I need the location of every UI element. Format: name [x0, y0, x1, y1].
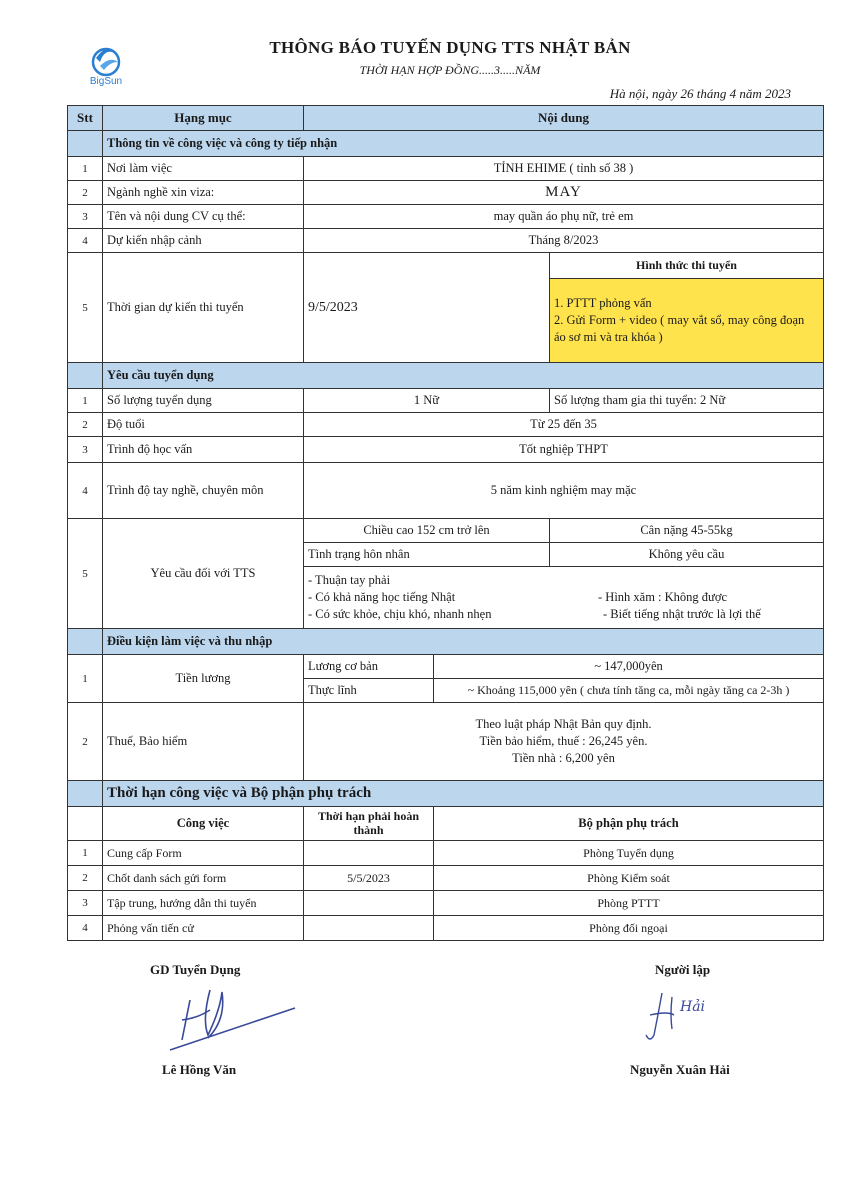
table-row: 1 Số lượng tuyển dụng 1 Nữ Số lượng tham gia thi tuyển: 2 Nữ	[68, 389, 824, 413]
table-row: 5 Yêu cầu đối với TTS Chiều cao 152 cm trở lên Cân nặng 45-55kg	[68, 519, 824, 543]
left-signer-name: Lê Hồng Văn	[162, 1062, 237, 1077]
right-signer-name: Nguyễn Xuân Hải	[630, 1062, 730, 1077]
row-value: Tháng 8/2023	[304, 229, 824, 253]
exam-form-detail: 1. PTTT phỏng vấn 2. Gửi Form + video ( may vắt sổ, may công đoạn áo sơ mi và tra khóa )	[550, 279, 824, 363]
row-value: MAY	[304, 181, 824, 205]
table-row: 3 Tên và nội dung CV cụ thể: may quần áo phụ nữ, trẻ em	[68, 205, 824, 229]
trainee-requirements: - Thuận tay phải - Có khả năng học tiếng Nhật - Hình xăm : Không được - Có sức khỏe, chịu khó, nhanh nhẹn - Biết tiếng nhật trước là lợi thế	[304, 567, 824, 629]
row-label: Nơi làm việc	[103, 157, 304, 181]
contract-term: THỜI HẠN HỢP ĐỒNG.....3.....NĂM	[359, 63, 541, 77]
table-row: 2 Độ tuổi Từ 25 đến 35	[68, 413, 824, 437]
section-title-deadlines: Thời hạn công việc và Bộ phận phụ trách	[103, 781, 824, 807]
table-row: 4 Phỏng vấn tiến cử Phòng đối ngoại	[68, 916, 824, 941]
section-spacer	[68, 363, 103, 389]
table-row: 4 Dự kiến nhập cảnh Tháng 8/2023	[68, 229, 824, 253]
right-signature: Hải	[640, 985, 720, 1045]
table-row: 1 Nơi làm việc TỈNH EHIME ( tỉnh số 38 )	[68, 157, 824, 181]
col-content: Nội dung	[304, 106, 824, 131]
exam-date: 9/5/2023	[304, 253, 550, 363]
table-row: 1 Tiền lương Lương cơ bản ~ 147,000yên	[68, 655, 824, 679]
row-value: TỈNH EHIME ( tỉnh số 38 )	[304, 157, 824, 181]
right-signer-title: Người lập	[655, 962, 711, 977]
row-label: Dự kiến nhập cảnh	[103, 229, 304, 253]
left-signer-title: GD Tuyển Dụng	[150, 962, 241, 977]
row-value: may quần áo phụ nữ, trẻ em	[304, 205, 824, 229]
table-row: 4 Trình độ tay nghề, chuyên môn 5 năm kinh nghiệm may mặc	[68, 463, 824, 519]
table-row: 5 Thời gian dự kiến thi tuyển 9/5/2023 Hình thức thi tuyển	[68, 253, 824, 279]
exam-form-title: Hình thức thi tuyển	[550, 253, 824, 279]
recruitment-table: Stt Hạng mục Nội dung Thông tin về công việc và công ty tiếp nhận 1 Nơi làm việc TỈNH EHIME ( tỉnh số 38 ) 2 Ngành nghề xin viza: MAY 3 Tên và nội dung CV cụ thể: may quần áo phụ nữ, trẻ em 4 Dự kiến nhập cảnh Tháng 8/2023 5 Thời gian dự kiến thi tuyển 9/5/2023 Hình thức thi tuyển 1. PTTT phỏng vấn 2. Gửi Form + video ( may vắt sổ, may công đoạn áo sơ mi và tra khóa ) Yêu cầu tuyển dụng 1 Số lượng tuyển dụng 1 Nữ Số lượng tham gia thi tuyển: 2 Nữ 2 Độ tuổi Từ 25 đến 35 3 Trình độ học vấn Tốt nghiệp THPT 4 Trình độ tay nghề, chuyên môn 5 năm kinh nghiệm may mặc 5 Yêu cầu đối với TTS Chiều cao 152 cm trở lên Cân nặng 45-55kg Tình trạng hôn nhân Không yêu cầu - Thuận tay phải - Có khả năng học tiếng Nhật - Hình xăm : Không được - Có sức khỏe, chịu khó, nhanh nhẹn - Biết tiếng nhật trước là lợi thế Điều kiện làm việc và thu nhập 1 Tiền lương Lương cơ bản ~ 147,000yên Thực lĩnh ~ Khoảng 115,000 yên ( chưa tính tăng ca, mỗi ngày tăng ca 2-3h ) 2 Thuế, Bảo hiểm Theo luật pháp Nhật Bản quy định. Tiền bảo hiểm, thuế : 26,245 yên. Tiền nhà : 6,200 yên Thời hạn công việc và Bộ phận phụ trách Công việc Thời hạn phải hoàn thành Bộ phận phụ trách 1 Cung cấp Form Phòng Tuyển dụng 2 Chốt danh sách gửi form 5/5/2023 Phòng Kiểm soát 3 Tập trung, hướng dẫn thi tuyển Phòng PTTT 4 Phỏng vấn tiến cử Phòng đối ngoại	[67, 105, 824, 941]
left-signature	[160, 980, 310, 1060]
section-spacer	[68, 781, 103, 807]
table-row: 2 Thuế, Bảo hiểm Theo luật pháp Nhật Bản quy định. Tiền bảo hiểm, thuế : 26,245 yên. Tiền nhà : 6,200 yên	[68, 703, 824, 781]
col-stt: Stt	[68, 106, 103, 131]
table-row: 2 Chốt danh sách gửi form 5/5/2023 Phòng Kiểm soát	[68, 866, 824, 891]
logo-text: BigSun	[89, 76, 123, 87]
row-label: Tên và nội dung CV cụ thể:	[103, 205, 304, 229]
document-date: Hà nội, ngày 26 tháng 4 năm 2023	[609, 86, 791, 101]
page-title: THÔNG BÁO TUYỂN DỤNG TTS NHẬT BẢN	[269, 38, 631, 57]
row-label: Thời gian dự kiến thi tuyển	[103, 253, 304, 363]
col-item: Hạng mục	[103, 106, 304, 131]
table-row: 3 Tập trung, hướng dẫn thi tuyển Phòng PTTT	[68, 891, 824, 916]
table-row: 1 Cung cấp Form Phòng Tuyển dụng	[68, 841, 824, 866]
section-spacer	[68, 629, 103, 655]
table-row: 2 Ngành nghề xin viza: MAY	[68, 181, 824, 205]
row-label: Ngành nghề xin viza:	[103, 181, 304, 205]
table-row: 3 Trình độ học vấn Tốt nghiệp THPT	[68, 437, 824, 463]
section-title-job: Thông tin về công việc và công ty tiếp nhận	[103, 131, 824, 157]
section-spacer	[68, 131, 103, 157]
section-title-requirements: Yêu cầu tuyển dụng	[103, 363, 824, 389]
section-title-conditions: Điều kiện làm việc và thu nhập	[103, 629, 824, 655]
